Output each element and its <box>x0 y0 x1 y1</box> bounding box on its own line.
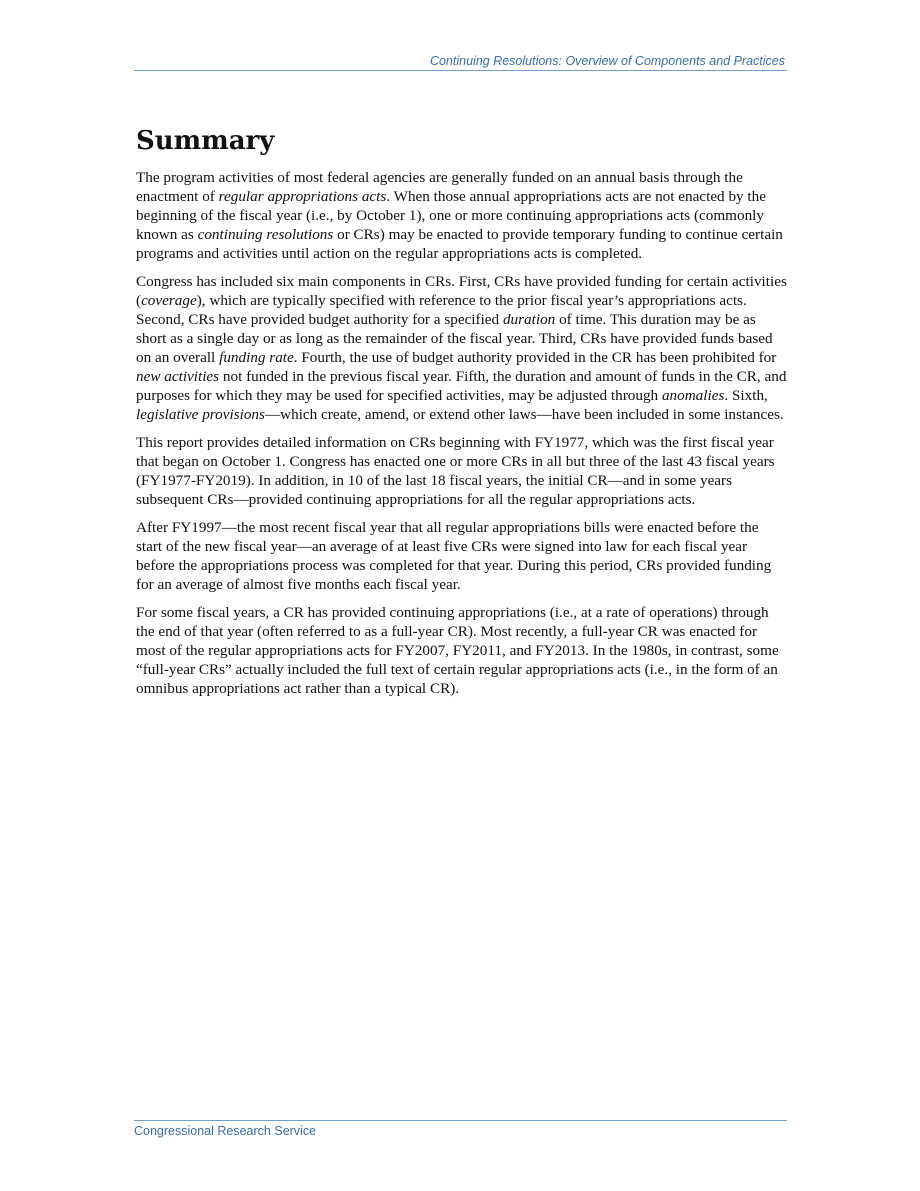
term-new-activities: new activities <box>136 368 220 385</box>
term-funding-rate: funding rate <box>219 349 294 366</box>
term-legislative-provisions: legislative provisions <box>136 406 265 423</box>
paragraph-2-text-i: not funded in the previous fiscal year. Fifth, the duration and amount of funds in the CR, and purposes for which they may be used for specified activities, may be adjusted through <box>136 368 787 404</box>
paragraph-1-text-a: The program activities of most federal agencies are generally funded on an annual basis through the enactment of <box>136 169 743 205</box>
term-continuing-resolutions: continuing resolutions <box>197 226 334 243</box>
footer-organization: Congressional Research Service <box>134 1124 317 1138</box>
paragraph-4: After FY1997—the most recent fiscal year that all regular appropriations bills were enacted before the start of the new fiscal year—an average of at least five CRs were signed into law for each fiscal year before the appropriations process was completed for that year. During this period, CRs provided funding for an average of almost five months each fiscal year. <box>136 519 772 593</box>
paragraph-1 <box>136 168 788 263</box>
paragraph-2-text-k: . Sixth, <box>724 387 768 404</box>
paragraph-2-text-m: —which create, amend, or extend other laws—have been included in some instances. <box>264 406 784 423</box>
paragraph-2-text-e: of time. This duration may be as short as a single day or as long as the remainder of the fiscal year. Third, CRs have provided funds based on an overall <box>136 311 773 366</box>
paragraph-2 <box>136 272 788 424</box>
document-body <box>136 124 788 707</box>
paragraph-2-text-a: Congress has included six main components in CRs. First, CRs have provided funding for certain activities ( <box>136 273 787 309</box>
term-anomalies: anomalies <box>661 387 725 404</box>
paragraph-2-text-c: ), which are typically specified with reference to the prior fiscal year’s appropriations acts. Second, CRs have provided budget authority for a specified <box>136 292 747 328</box>
paragraph-1-text-c: . When those annual appropriations acts are not enacted by the beginning of the fiscal year (i.e., by October 1), one or more continuing appropriations acts (commonly known as <box>136 188 766 243</box>
paragraph-3: This report provides detailed information on CRs beginning with FY1977, which was the first fiscal year that began on October 1. Congress has enacted one or more CRs in all but three of the last 43 fiscal years (FY1977-FY2019). In addition, in 10 of the last 18 fiscal years, the initial CR—and in some years subsequent CRs—provided continuing appropriations for all the regular appropriations acts. <box>136 434 775 508</box>
term-coverage: coverage <box>141 292 197 309</box>
term-duration: duration <box>502 311 556 328</box>
page-title: Summary <box>136 126 275 156</box>
running-footer <box>134 1120 787 1138</box>
paragraph-2-text-g: . Fourth, the use of budget authority provided in the CR has been prohibited for <box>293 349 777 366</box>
running-header <box>134 54 787 71</box>
running-header-title: Continuing Resolutions: Overview of Components and Practices <box>429 54 785 68</box>
paragraph-1-text-e: or CRs) may be enacted to provide temporary funding to continue certain programs and activities until action on the regular appropriations acts is completed. <box>136 226 783 262</box>
paragraph-5: For some fiscal years, a CR has provided continuing appropriations (i.e., at a rate of operations) through the end of that year (often referred to as a full-year CR). Most recently, a full-year CR was enacted for most of the regular appropriations acts for FY2007, FY2011, and FY2013. In the 1980s, in contrast, some “full-year CRs” actually included the full text of certain regular appropriations acts (i.e., in the form of an omnibus appropriations act rather than a typical CR). <box>136 604 779 697</box>
term-regular-appropriations-acts: regular appropriations acts <box>218 188 387 205</box>
